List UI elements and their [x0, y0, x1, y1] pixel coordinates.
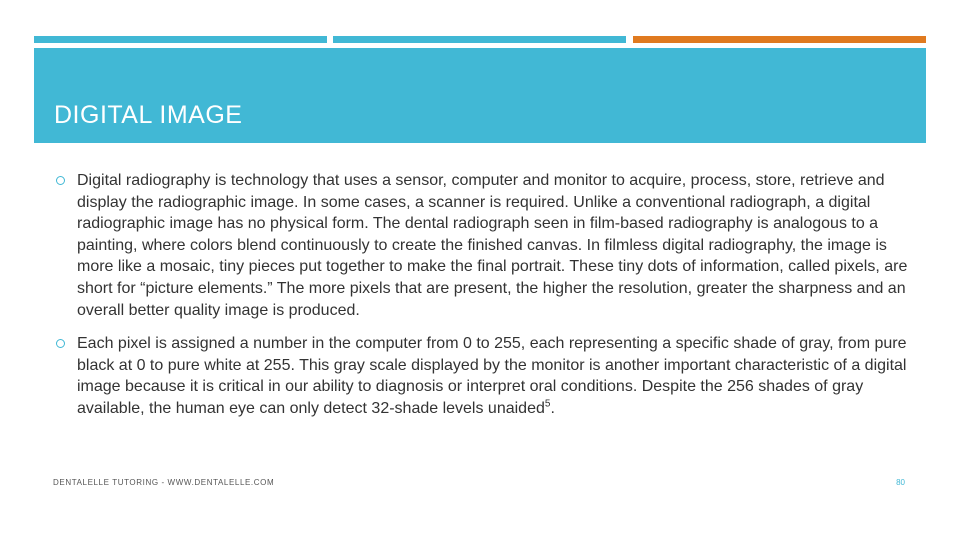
footnote-reference: 5 [544, 398, 551, 410]
bullet-list [52, 170, 912, 432]
top-accent-bar-orange [633, 36, 926, 43]
bullet-item-1 [52, 170, 912, 321]
bullet-text-2 [77, 333, 912, 419]
bullet-text-2-suffix: . [550, 399, 555, 417]
bullet-text-1: Digital radiography is technology that uses a sensor, computer and monitor to acquire, process, store, retrieve and display the radiographic image. In some cases, a scanner is required. Unlike a conventional radiograph, a digital radiographic image has no physical form. The dental radiograph seen in film-based radiography is analogous to a painting, where colors blend continuously to create the finished canvas. In filmless digital radiography, the image is more like a mosaic, tiny pieces put together to make the final portrait. These tiny dots of information, called pixels, are short for “picture elements.” The more pixels that are present, the higher the resolution, greater the sharpness and an overall better quality image is produced. [77, 172, 908, 319]
page-number: 80 [896, 478, 905, 487]
hollow-circle-icon [56, 339, 65, 348]
bullet-text-2-body: Each pixel is assigned a number in the computer from 0 to 255, each representing a specific shade of gray, from pure black at 0 to pure white at 255. This gray scale displayed by the monitor is another important characteristic of a digital image because it is critical in our ability to diagnosis or interpret oral conditions. Despite the 256 shades of gray available, the human eye can only detect 32-shade levels unaided [77, 335, 907, 417]
footer-text: DENTALELLE TUTORING - WWW.DENTALELLE.COM [53, 478, 275, 487]
hollow-circle-icon [56, 176, 65, 185]
title-band [34, 48, 926, 143]
top-accent-bar-blue-1 [34, 36, 327, 43]
bullet-item-2 [52, 333, 912, 419]
top-accent-bar-blue-2 [333, 36, 626, 43]
slide-title: DIGITAL IMAGE [54, 101, 243, 129]
